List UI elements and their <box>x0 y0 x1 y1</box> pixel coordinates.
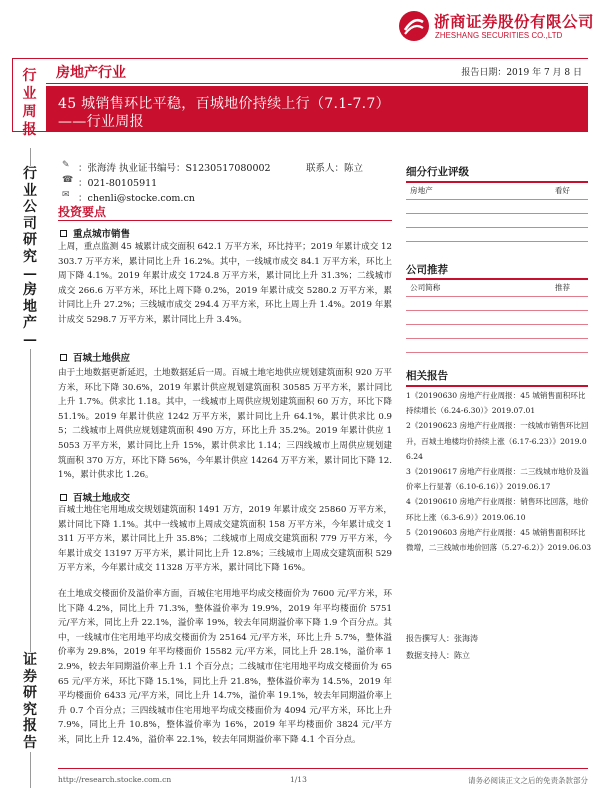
related-report-item[interactable]: 1《20190630 房地产行业周报：45 城销售面积环比持续增长（6.24-6.30）》2019.07.01 <box>406 391 586 416</box>
data-support: 数据支持人：陈立 <box>406 651 470 660</box>
brand-name-cn: 浙商证券股份有限公司 <box>434 13 595 31</box>
title-banner <box>46 86 588 132</box>
industry-bar <box>46 58 588 84</box>
table-rule <box>406 241 588 242</box>
analyst-phone: ：021-80105911 <box>78 178 158 189</box>
brand-name-en: ZHESHANG SECURITIES CO.,LTD <box>435 31 563 40</box>
disclaimer-note: 请务必阅读正文之后的免责条款部分 <box>468 776 588 785</box>
analyst-email[interactable]: ：chenli@stocke.com.cn <box>78 193 195 204</box>
section-rule <box>58 220 392 221</box>
subheading-city-sales <box>60 226 130 240</box>
related-reports-list <box>406 388 592 555</box>
subheading-land-supply <box>60 350 130 364</box>
table-rule <box>406 227 588 228</box>
related-report-item[interactable]: 4《20190610 房地产行业周报：销售环比回落，地价环比上涨（6.3-6.9）》2019.06.10 <box>406 497 589 522</box>
paragraph-land-price: 在土地成交楼面价及溢价率方面，百城住宅用地平均成交楼面价为 7600 元/平方米，环比下降 4.2%，同比上升 71.3%，整体溢价率为 19.9%，2019 年平均楼面价 5751 元/平方米，同比上升 22.1%，溢价率 19%，较去年同期溢价率下降 1.9 个百分点。其中，一线城市住宅用地平均成交楼面价为 25164 元/平方米，环比上升 5.7%，整体溢价率为 29.8%，2019 年平均楼面价 15582 元/平方米，同比上升 28.1%，溢价率 12.9%，较去年同期溢价率上升 1.1 个百分点；二线城市住宅用地平均成交楼面价为 6565 元/平方米，环比下降 15.1%，同比上升 21.8%，整体溢价率为 14.5%，2019 年平均楼面价 6433 元/平方米，同比上升 14.7%，溢价率 19.1%，较去年同期溢价率上升 0.7 个百分点；三四线城市住宅用地平均成交楼面价为 4094 元/平方米，环比上升 7.9%，同比上升 10.8%，整体溢价率为 16%，2019 年平均楼面价 3824 元/平方米，同比上升 12.4%，溢价率 22.1%，较去年同期溢价率下降 4.1 个百分点。 <box>58 589 392 745</box>
table-rule <box>406 352 588 353</box>
paragraph-city-sales: 上周，重点监测 45 城累计成交面积 642.1 万平方米，环比持平；2019 年累计成交 12303.7 万平方米，累计同比上升 16.2%。其中，一线城市成交 84.1 万平方米，环比上周下降 4.1%。2019 年累计成交 1724.8 万平方米，累计同比上升 31.3%；二线城市成交 266.6 万平方米，环比上周下降 0.2%，2019 年累计成交 5280.2 万平方米，累计同比上升 27.2%；三线城市成交 294.4 万平方米，环比上周上升 1.4%。2019 年累计成交 5298.7 万平方米，累计同比上升 3.4%。 <box>58 242 392 325</box>
brand-logo <box>398 8 594 48</box>
zheshang-logo-icon <box>398 10 430 42</box>
subheading-label: 百城土地成交 <box>73 493 131 504</box>
company-name-header: 公司简称 <box>410 283 441 292</box>
checkbox-square-icon <box>60 494 67 501</box>
company-rule <box>406 278 588 280</box>
sidebar-doc-type: 证券研究报告 <box>18 652 42 752</box>
table-rule <box>406 296 588 297</box>
rating-title: 细分行业评级 <box>406 166 469 178</box>
footer-rule <box>58 768 588 769</box>
footer-url[interactable]: http://research.stocke.com.cn <box>58 775 172 784</box>
company-rec-header: 推荐 <box>554 283 570 292</box>
report-type-vertical: 行业周报 <box>22 68 37 138</box>
checkbox-square-icon <box>60 354 67 361</box>
subheading-label: 重点城市销售 <box>73 229 131 240</box>
rating-value: 看好 <box>554 186 570 195</box>
related-report-item[interactable]: 2《20190623 房地产行业周报：一线城市销售环比回升，百城土地楼均价持续上涨（6.17-6.23）》2019.06.24 <box>406 421 589 461</box>
rating-sector: 房地产 <box>410 186 433 195</box>
page-number: 1/13 <box>290 775 307 784</box>
analyst-icon: ✎ <box>62 160 70 170</box>
related-report-item[interactable]: 3《20190617 房地产行业周报：二三线城市地价及溢价率上行显著（6.10-6.16）》2019.06.17 <box>406 467 589 492</box>
report-subtitle: ——行业周报 <box>58 114 144 130</box>
section-title: 投资要点 <box>58 205 107 219</box>
paragraph-land-transactions: 百城土地住宅用地成交规划建筑面积 1491 万方，2019 年累计成交 25860 万平方米，累计同比下降 1.1%。其中一线城市上周成交建筑面积 158 万平方米，今年累计成交 1311 万平方米，累计同比上升 35.8%；二线城市上周成交建筑面积 779 万平方米，今年累计成交 13197 万平方米，累计同比上升 12.8%；三线城市上周成交建筑面积 529 万平方米，今年累计成交 11328 万平方米，累计同比下降 16%。 <box>58 505 392 574</box>
email-icon: ✉ <box>62 190 70 200</box>
related-title: 相关报告 <box>406 370 448 382</box>
report-author: 报告撰写人：张海涛 <box>406 634 478 643</box>
subheading-label: 百城土地供应 <box>73 353 131 364</box>
analyst-name: ：张海涛 执业证书编号：S1230517080002 <box>78 163 271 174</box>
contact-person: 联系人：陈立 <box>306 163 364 174</box>
industry-name: 房地产行业 <box>56 65 126 81</box>
rating-rule <box>406 181 588 183</box>
table-rule <box>406 213 588 214</box>
table-rule <box>406 324 588 325</box>
table-rule <box>406 338 588 339</box>
checkbox-square-icon <box>60 230 67 237</box>
company-title: 公司推荐 <box>406 264 448 276</box>
phone-icon: ☎ <box>62 175 74 185</box>
sidebar-category: 行业公司研究—房地产— <box>18 166 42 349</box>
report-type-badge <box>12 58 46 138</box>
related-report-item[interactable]: 5《20190603 房地产行业周报：45 城销售面积环比微增，二三线城市地价回落（5.27-6.2）》2019.06.03 <box>406 527 592 553</box>
paragraph-land-supply: 由于土地数据更新延迟，土地数据延后一周。百城土地宅地供应规划建筑面积 920 万平方米，环比下降 30.6%，2019 年累计供应规划建筑面积 30585 万平方米，累计同比上升 1.7%。供求比 1.18。其中，一线城市上周供应规划建筑面积 60 万方，环比下降 51.1%。2019 年累计供应 1242 万平方米，累计同比上升 64.1%，累计供求比 0.95；二线城市上周供应规划建筑面积 490 万方，环比上升 35.2%。2019 年累计供应 15053 万平方米，累计同比上升 15%，累计供求比 1.14；三四线城市上周供应规划建筑面积 370 万方，环比下降 56%，今年累计供应 14264 万平方米，累计同比下降 12.1%，累计供求比 1.26。 <box>58 368 392 481</box>
table-rule <box>406 199 588 200</box>
table-rule <box>406 310 588 311</box>
related-rule <box>406 385 588 387</box>
subheading-land-transactions <box>60 490 130 504</box>
report-date: 报告日期：2019 年 7 月 8 日 <box>461 68 582 78</box>
report-title: 45 城销售环比平稳，百城地价持续上行（7.1-7.7） <box>58 96 390 112</box>
